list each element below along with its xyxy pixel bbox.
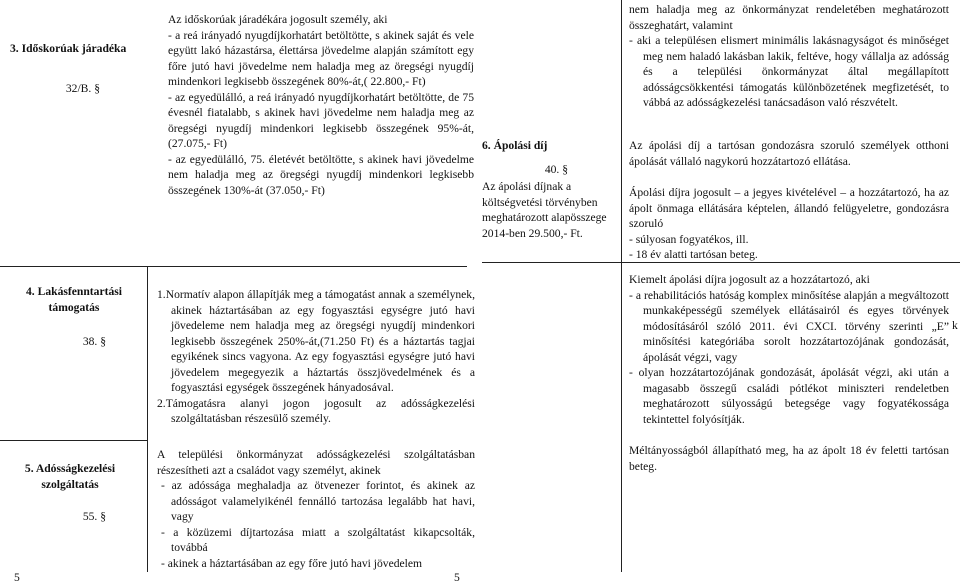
column-divider (147, 266, 148, 572)
column-divider (621, 262, 622, 572)
section-text-idoskoruak: Az időskorúak járadékára jogosult személy, aki - a reá irányadó nyugdíjkorhatárt betöltötte, s akinek saját és vele együtt lakó házastársa, élettársa jövedelme alapján számított egy főre jutó havi jövedelme nem haladja meg az öregségi nyugdíj mindenkori legkisebb összegének 80%-át,( 22.800,- Ft) - az egyedülálló, a reá irányadó nyugdíjkorhatárt betöltötte, de 75 évesnél fiatalabb, s akinek havi jövedelme nem haladja meg az öregségi nyugdíj mindenkori legkisebb összegének 95%-át, (27.075,- Ft) - az egyedülálló, 75. életévét betöltötte, s akinek havi jövedelme nem haladja meg az öregségi nyugdíj mindenkori legkisebb összegének 130%-át (37.050,- Ft) (168, 13, 474, 197)
section-text-adossagkezelesi: A települési önkormányzat adósságkezelési szolgáltatásban részesítheti azt a családot vagy személyt, akinek - az adóssága meghaladja az ötvenezer forintot, és akinek az adósságot valamelyikénél fennálló tartozása legalább hat havi, vagy - a közüzemi díjtartozása miatt a szolgáltatást kikapcsolták, továbbá - akinek a háztartásában az egy főre jutó havi jövedelem (157, 448, 475, 570)
section-text-lakasfenntartasi: 1.Normatív alapon állapítják meg a támogatást annak a személynek, akinek háztartásában az egy fogyasztási egységre jutó havi jövedeleme nem haladja meg az öregségi nyugdíj mindenkori legkisebb összegének 250%-át,(71.250 Ft) és a háztartás tagjai egyikének sincs vagyona. Az egy fogyasztási egységre jutó havi jövedelem megegyezik a háztartás összjövedelmének és a fogyasztási egységek összegének hányadosával. 2.Támogatásra alanyi jogon jogosult az adósságkezelési szolgáltatásban részesülő személy. (157, 288, 475, 425)
page-number: 5 (14, 571, 20, 584)
section-title-adossagkezelesi: 5. Adósságkezelési szolgáltatás (24, 462, 116, 491)
section-ref-55: 55. § (82, 510, 106, 523)
row-divider (0, 266, 467, 267)
section-ref-32b: 32/B. § (65, 82, 100, 95)
edge-glyph: k (952, 319, 958, 332)
section-text-kiemelt-apolasi-dij: Kiemelt ápolási díjra jogosult az a hozzátartozó, aki - a rehabilitációs hatóság komplex minősítése alapján a megváltozott munkaképességű személyek ellátásairól és egyes törvények módosításáról szóló 2011. évi CXCI. törvény szerinti „E” minősítési kategóriába sorolt hozzátartozójának gondozását, ápolását végzi, vagy - olyan hozzátartozójának gondozását, ápolását végzi, aki után a magasabb összegű családi pótlékot miniszteri rendeletben meghatározott súlyosságú betegsége vagy fogyatékossága tekintettel folyósítják. Méltányosságból állapítható meg, ha az ápolt 18 év feletti tartósan beteg. (629, 273, 949, 473)
row-divider (0, 440, 147, 441)
section-title-idoskoruak: 3. Időskorúak járadéka (10, 42, 127, 55)
column-divider (621, 0, 622, 262)
section-title-lakasfenntartasi: 4. Lakásfenntartási támogatás (26, 285, 122, 314)
section-text-adossag-continued: nem haladja meg az önkormányzat rendeletében meghatározott összeghatárt, valamint - aki a településen elismert minimális lakásnagyságot és minőséget meg nem haladó lakásban lakik, feltéve, hogy vállalja az adósság és a települési önkormányzat által megállapított adósságcsökkentési támogatás különbözetének megfizetését, to vábbá az adósságkezelési tanácsadáson való részvételt. (629, 3, 949, 109)
page-number: 5 (454, 571, 460, 584)
section-ref-38: 38. § (82, 335, 106, 348)
section-apolasi-dij: 6. Ápolási díj 40. § Az ápolási díjnak a költségvetési törvényben meghatározott alapösszege 2014-ben 29.500,- Ft. (482, 139, 607, 240)
row-divider (482, 262, 960, 263)
section-text-apolasi-dij: Az ápolási díj a tartósan gondozásra szoruló személyek otthoni ápolását vállaló nagykorú hozzátartozó ellátása. Ápolási díjra jogosult – a jegyes kivételével – a hozzátartozó, ha az ápolt önmaga ellátására képtelen, állandó felügyeletre, gondozásra szoruló - súlyosan fogyatékos, ill. - 18 év alatti tartósan beteg. (629, 139, 949, 261)
